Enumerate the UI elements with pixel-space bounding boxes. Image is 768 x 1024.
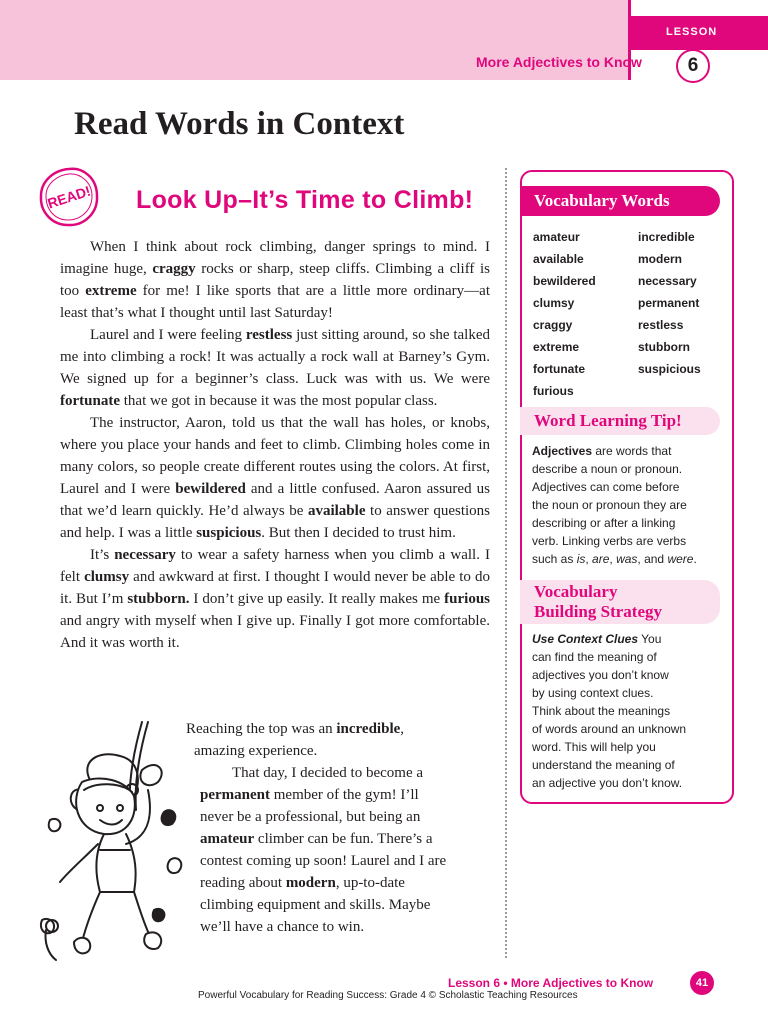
vocab-word: extreme (533, 340, 580, 354)
strategy-line (532, 648, 724, 666)
column-divider (505, 168, 507, 958)
vocab-word-highlight: extreme (85, 283, 137, 299)
story-paragraph (60, 412, 490, 544)
lesson-label: LESSON (666, 26, 718, 38)
story-body-lower (186, 718, 486, 938)
text-run: an adjective you don’t know. (532, 776, 683, 790)
story-line (186, 872, 486, 894)
text-run: amazing experience. (194, 743, 318, 759)
text-run: adjectives you don’t know (532, 668, 669, 682)
footer-credit: Powerful Vocabulary for Reading Success: Grade 4 © Scholastic Teaching Resources (198, 990, 578, 1001)
story-line (186, 762, 486, 784)
vocab-word: available (533, 252, 584, 266)
vocab-word-highlight: amateur (200, 831, 255, 847)
text-run: Adjectives can come before (532, 480, 680, 494)
story-paragraph (60, 544, 490, 654)
vocab-word-highlight: clumsy (84, 569, 130, 585)
strategy-line (532, 756, 724, 774)
text-run: I don’t give up easily. It really makes me (189, 591, 445, 607)
story-line (186, 806, 486, 828)
vocab-word: necessary (638, 274, 697, 288)
text-run: It’s (90, 547, 115, 563)
rock-climber-illustration (30, 720, 200, 970)
tip-line (532, 496, 724, 514)
strategy-heading-line-1: Vocabulary (534, 582, 618, 601)
strategy-line (532, 738, 724, 756)
text-run: to answer questions and help. I was a little (60, 503, 490, 541)
story-line (186, 916, 486, 938)
text-run: we’ll have a chance to win. (200, 919, 365, 935)
vocab-word-highlight: available (307, 503, 366, 519)
strategy-heading (520, 580, 720, 624)
vocab-word-highlight: craggy (152, 261, 196, 277)
text-run: climber can be fun. There’s a (254, 831, 433, 847)
footer-lesson-line: Lesson 6 • More Adjectives to Know (448, 976, 654, 990)
vocab-word: amateur (533, 230, 580, 244)
vocab-word-highlight: bewildered (175, 481, 246, 497)
text-run: can find the meaning of (532, 650, 657, 664)
text-run: by using context clues. (532, 686, 654, 700)
strategy-line (532, 630, 724, 648)
text-run: You (638, 632, 662, 646)
tip-heading: Word Learning Tip! (520, 407, 720, 435)
story-line (186, 784, 486, 806)
tip-body (532, 442, 724, 568)
text-run: word. This will help you (532, 740, 656, 754)
text-run: and a little confused. Aaron assured us that we’d learn quickly. He’d always be (60, 481, 490, 519)
italic-term: is (576, 552, 586, 566)
strategy-heading-line-2: Building Strategy (534, 602, 662, 621)
text-run: , (400, 721, 405, 737)
text-run: , up-to-date (335, 875, 405, 891)
strategy-line (532, 702, 724, 720)
story-line (186, 718, 486, 740)
text-run: When I think about rock climbing, danger springs to mind. I imagine huge, (60, 239, 490, 277)
story-paragraph (60, 236, 490, 324)
story-line (186, 894, 486, 916)
strategy-line (532, 774, 724, 792)
text-run: Reaching the top was an (186, 721, 337, 737)
italic-term: was (616, 552, 638, 566)
strategy-line (532, 720, 724, 738)
tip-line (532, 514, 724, 532)
strategy-name: Use Context Clues (532, 632, 639, 646)
vocab-word: permanent (638, 296, 700, 310)
vocab-word-highlight: incredible (336, 721, 401, 737)
vocab-word-highlight: fortunate (60, 393, 120, 409)
text-run: understand the meaning of (532, 758, 675, 772)
text-run: , and (637, 552, 668, 566)
text-run: That day, I decided to become a (232, 765, 424, 781)
tip-line (532, 532, 724, 550)
tip-line (532, 550, 724, 568)
italic-term: were (667, 552, 694, 566)
text-run: to wear a safety harness when you climb a wall. I felt (60, 547, 490, 585)
story-line (186, 740, 486, 762)
vocab-word: suspicious (638, 362, 701, 376)
read-badge-text: READ! (45, 182, 93, 212)
story-title: Look Up–It’s Time to Climb! (136, 186, 474, 214)
vocab-heading: Vocabulary Words (520, 186, 720, 216)
vocab-word: bewildered (533, 274, 596, 288)
lesson-subtitle: More Adjectives to Know (476, 54, 642, 70)
vocab-word-highlight: stubborn. (127, 591, 190, 607)
vocab-word-highlight: modern (285, 875, 336, 891)
vocab-column-2 (638, 226, 701, 380)
story-body (60, 236, 490, 654)
text-run: verb. Linking verbs are verbs (532, 534, 687, 548)
text-run: describe a noun or pronoun. (532, 462, 683, 476)
vocab-word-highlight: furious (444, 591, 490, 607)
page-number: 41 (690, 971, 714, 995)
italic-term: are (592, 552, 610, 566)
strategy-line (532, 684, 724, 702)
story-line (186, 828, 486, 850)
strategy-body (532, 630, 724, 792)
lesson-number: 6 (676, 49, 710, 83)
text-run: and awkward at first. I thought I would never be able to do it. But I’m (60, 569, 490, 607)
read-badge-icon (38, 166, 100, 228)
tip-line (532, 442, 724, 460)
tip-line (532, 460, 724, 478)
vocab-word: restless (638, 318, 684, 332)
text-run: The instructor, Aaron, told us that the wall has holes, or knobs, where you place your hands and feet to climb. Climbing holes come in many colors, so people create different routes using the colors. At first, Laurel and I were (60, 415, 490, 497)
text-run: never be a professional, but being an (200, 809, 421, 825)
page-title: Read Words in Context (74, 106, 405, 142)
tip-line (532, 478, 724, 496)
vocab-word: clumsy (533, 296, 575, 310)
text-run: . But then I decided to trust him. (261, 525, 456, 541)
text-run: . (693, 552, 697, 566)
text-run: contest coming up soon! Laurel and I are (200, 853, 447, 869)
text-run: just sitting around, so she talked me into climbing a rock! It was actually a rock wall at Barney’s Gym. We signed up for a beginner’s class. Luck was with us. We were (60, 327, 490, 387)
vocab-word: modern (638, 252, 683, 266)
vocab-word-highlight: necessary (114, 547, 176, 563)
vocab-word: incredible (638, 230, 695, 244)
text-run: Think about the meanings (532, 704, 671, 718)
text-run: and angry with myself when I give up. Finally I got more comfortable. And it was worth it. (60, 613, 490, 651)
vocab-word: stubborn (638, 340, 690, 354)
text-run: member of the gym! I’ll (270, 787, 419, 803)
story-line (186, 850, 486, 872)
vocab-word-highlight: suspicious (196, 525, 262, 541)
text-run: the noun or pronoun they are (532, 498, 687, 512)
text-run: such as (532, 552, 577, 566)
vocab-column-1 (533, 226, 596, 402)
text-run: for me! I like sports that are a little more ordinary—at least that’s what I thought until last Saturday! (60, 283, 490, 321)
text-run: are words that (592, 444, 672, 458)
vocab-word-highlight: restless (245, 327, 293, 343)
vocab-word: fortunate (533, 362, 585, 376)
vocab-word: craggy (533, 318, 573, 332)
text-run: of words around an unknown (532, 722, 687, 736)
vocab-word: furious (533, 384, 574, 398)
strategy-line (532, 666, 724, 684)
text-run: describing or after a linking (532, 516, 676, 530)
text-run: climbing equipment and skills. Maybe (200, 897, 431, 913)
text-run: , (609, 552, 617, 566)
text-run: reading about (200, 875, 286, 891)
vocab-word-highlight: permanent (200, 787, 270, 803)
text-run: , (585, 552, 593, 566)
text-run: rocks or sharp, steep cliffs. Climbing a cliff is too (60, 261, 490, 299)
text-run: that we got in because it was the most popular class. (120, 393, 438, 409)
text-run: Laurel and I were feeling (90, 327, 246, 343)
vocab-word-highlight: Adjectives (532, 444, 593, 458)
story-paragraph (60, 324, 490, 412)
